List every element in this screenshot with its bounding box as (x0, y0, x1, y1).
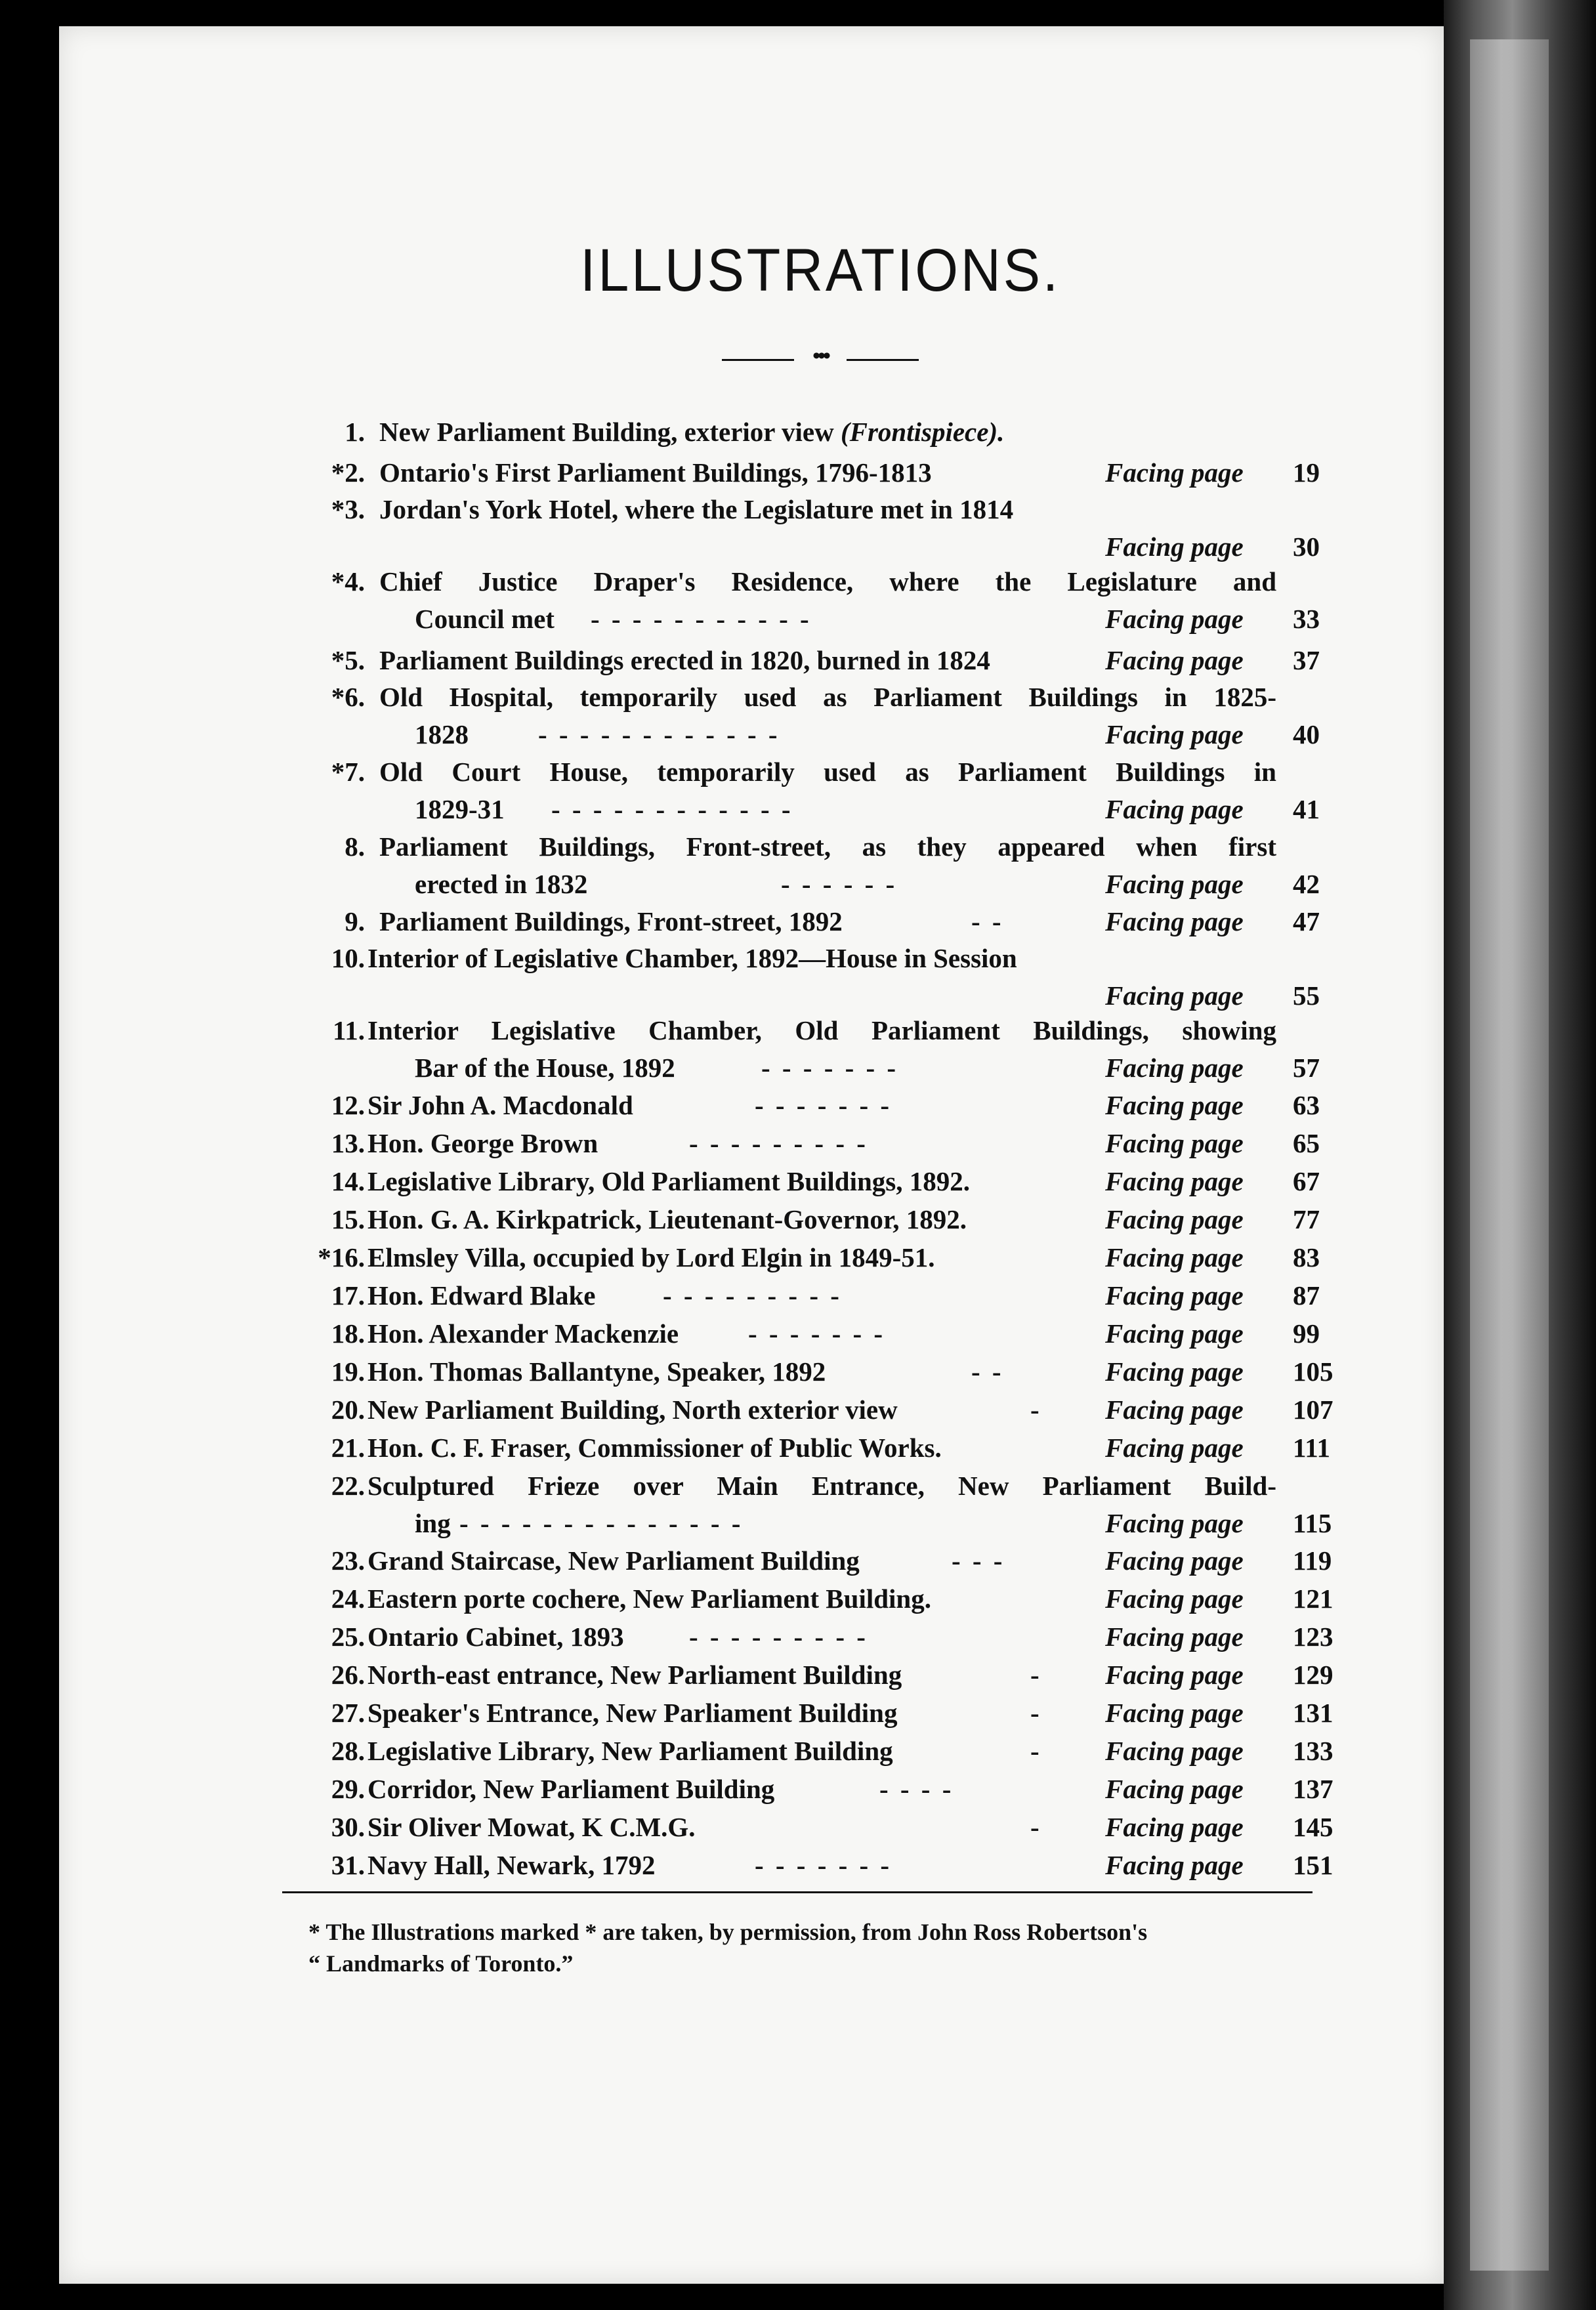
list-item (0, 679, 1596, 715)
entry-number: 29. (331, 1774, 365, 1804)
entry-number: 8. (345, 831, 365, 862)
dot-leaders: - - - - - - - (755, 1850, 892, 1880)
entry-number: 28. (331, 1736, 365, 1766)
entry-title: Interior Legislative Chamber, Old Parliament Buildings, showing (368, 1015, 1276, 1045)
facing-page-label: Facing page (1105, 1433, 1244, 1463)
list-item (0, 1087, 1596, 1124)
entry-title: Ontario Cabinet, 1893 (368, 1622, 624, 1652)
dot-leaders: - (1030, 1736, 1042, 1766)
list-item-page-line (0, 528, 1596, 565)
entry-number: 12. (331, 1090, 365, 1120)
entry-title: Hon. C. F. Fraser, Commissioner of Public Works. (368, 1433, 942, 1463)
entry-title: Council met (415, 604, 555, 634)
entry-title: Hon. Thomas Ballantyne, Speaker, 1892 (368, 1356, 826, 1387)
page-title: ILLUSTRATIONS. (580, 237, 1060, 304)
list-item (0, 1580, 1596, 1617)
page-number: 37 (1293, 645, 1320, 675)
list-item (0, 1618, 1596, 1655)
entry-number: 26. (331, 1660, 365, 1690)
list-item (0, 1809, 1596, 1845)
page-number: 99 (1293, 1318, 1320, 1349)
entry-title: Chief Justice Draper's Residence, where the Legislature and (379, 566, 1276, 597)
entry-number: 20. (331, 1395, 365, 1425)
dot-leaders: - - - - (879, 1774, 954, 1804)
entry-number: 1. (345, 417, 365, 447)
list-item (0, 1732, 1596, 1769)
entry-title: Eastern porte cochere, New Parliament Building. (368, 1584, 931, 1614)
list-item (0, 1656, 1596, 1693)
entry-number: *6. (331, 682, 365, 712)
entry-number: 19. (331, 1356, 365, 1387)
entry-number: 21. (331, 1433, 365, 1463)
page-number: 67 (1293, 1166, 1320, 1196)
list-item (0, 413, 1596, 450)
entry-title: 1829-31 (415, 794, 505, 824)
entry-number: *4. (331, 566, 365, 597)
entry-title: Sculptured Frieze over Main Entrance, New Parliament Build- (368, 1471, 1276, 1501)
facing-page-label: Facing page (1105, 1812, 1244, 1842)
dot-leaders: - - - - - - - (761, 1053, 899, 1083)
entry-number: *3. (331, 494, 365, 524)
entry-title: North-east entrance, New Parliament Building (368, 1660, 902, 1690)
page-number: 19 (1293, 457, 1320, 488)
title-ornament: ••• (722, 353, 919, 366)
facing-page-label: Facing page (1105, 532, 1244, 562)
frontispiece-note: (Frontispiece). (833, 417, 1005, 447)
entry-number: 24. (331, 1584, 365, 1614)
entry-number: 30. (331, 1812, 365, 1842)
page-number: 137 (1293, 1774, 1334, 1804)
entry-number: 25. (331, 1622, 365, 1652)
facing-page-label: Facing page (1105, 1204, 1244, 1234)
facing-page-label: Facing page (1105, 1356, 1244, 1387)
page-number: 131 (1293, 1698, 1334, 1728)
list-item (0, 1353, 1596, 1390)
page-number: 87 (1293, 1280, 1320, 1311)
page-number: 145 (1293, 1812, 1334, 1842)
page-number: 63 (1293, 1090, 1320, 1120)
entry-title: ing (415, 1508, 451, 1538)
list-item (0, 1277, 1596, 1314)
list-item (0, 1163, 1596, 1200)
facing-page-label: Facing page (1105, 457, 1244, 488)
page-number: 123 (1293, 1622, 1334, 1652)
page-number: 57 (1293, 1053, 1320, 1083)
entry-title: erected in 1832 (415, 869, 588, 899)
entry-number: 13. (331, 1128, 365, 1158)
dot-leaders: - - - - - - - (755, 1090, 892, 1120)
entry-title: Hon. Alexander Mackenzie (368, 1318, 679, 1349)
entry-number: 22. (331, 1471, 365, 1501)
list-item (0, 1049, 1596, 1086)
dot-leaders: - (1030, 1395, 1042, 1425)
page-number: 41 (1293, 794, 1320, 824)
facing-page-label: Facing page (1105, 1584, 1244, 1614)
entry-number: 15. (331, 1204, 365, 1234)
entry-title: Elmsley Villa, occupied by Lord Elgin in 1849-51. (368, 1242, 935, 1272)
entry-title: Hon. G. A. Kirkpatrick, Lieutenant-Governor, 1892. (368, 1204, 967, 1234)
dot-leaders: - - - - - - - - - - - (591, 604, 812, 634)
list-item (0, 940, 1596, 976)
page-number: 115 (1293, 1508, 1332, 1538)
facing-page-label: Facing page (1105, 794, 1244, 824)
footnote-rule (282, 1891, 1312, 1893)
page-number: 33 (1293, 604, 1320, 634)
list-item (0, 1847, 1596, 1883)
entry-number: 27. (331, 1698, 365, 1728)
facing-page-label: Facing page (1105, 1545, 1244, 1576)
facing-page-label: Facing page (1105, 906, 1244, 936)
facing-page-label: Facing page (1105, 1660, 1244, 1690)
facing-page-label: Facing page (1105, 1622, 1244, 1652)
entry-title: Interior of Legislative Chamber, 1892—House in Session (368, 943, 1017, 973)
entry-number: 11. (333, 1015, 365, 1045)
dot-leaders: - (1030, 1812, 1042, 1842)
page-number: 40 (1293, 719, 1320, 749)
entry-number: 10. (331, 943, 365, 973)
dot-leaders: - - - - - - - - - - - - (538, 719, 780, 749)
dot-leaders: - - - - - - - - - (689, 1622, 868, 1652)
list-item (0, 1315, 1596, 1352)
list-item (0, 1505, 1596, 1542)
dot-leaders: - (1030, 1660, 1042, 1690)
list-item (0, 791, 1596, 828)
facing-page-label: Facing page (1105, 1053, 1244, 1083)
facing-page-label: Facing page (1105, 1850, 1244, 1880)
facing-page-label: Facing page (1105, 1318, 1244, 1349)
list-item (0, 1542, 1596, 1579)
entry-title: Speaker's Entrance, New Parliament Building (368, 1698, 898, 1728)
list-item-page-line (0, 977, 1596, 1014)
entry-number: 17. (331, 1280, 365, 1311)
page-number: 30 (1293, 532, 1320, 562)
entry-title: Old Hospital, temporarily used as Parliament Buildings in 1825- (379, 682, 1276, 712)
entry-number: 14. (331, 1166, 365, 1196)
dot-leaders: - - - - - - - - - (689, 1128, 868, 1158)
entry-title: Parliament Buildings erected in 1820, burned in 1824 (379, 645, 990, 675)
page-number: 105 (1293, 1356, 1334, 1387)
facing-page-label: Facing page (1105, 1698, 1244, 1728)
entry-number: 18. (331, 1318, 365, 1349)
entry-title: Corridor, New Parliament Building (368, 1774, 775, 1804)
facing-page-label: Facing page (1105, 1280, 1244, 1311)
page-number: 151 (1293, 1850, 1334, 1880)
entry-title: Grand Staircase, New Parliament Building (368, 1545, 860, 1576)
list-item (0, 828, 1596, 865)
entry-title: Sir Oliver Mowat, K C.M.G. (368, 1812, 696, 1842)
entry-title: New Parliament Building, North exterior view (368, 1395, 898, 1425)
entry-title: Sir John A. Macdonald (368, 1090, 633, 1120)
dot-leaders: - (1030, 1698, 1042, 1728)
list-item (0, 903, 1596, 940)
entry-title: Old Court House, temporarily used as Parliament Buildings in (379, 757, 1276, 787)
page-number: 47 (1293, 906, 1320, 936)
list-item (0, 1239, 1596, 1276)
page-number: 42 (1293, 869, 1320, 899)
page-number: 119 (1293, 1545, 1332, 1576)
page-number: 133 (1293, 1736, 1334, 1766)
entry-number: 31. (331, 1850, 365, 1880)
entry-title: Legislative Library, New Parliament Building (368, 1736, 893, 1766)
list-item (0, 642, 1596, 679)
page-number: 129 (1293, 1660, 1334, 1690)
footnote (308, 1916, 1332, 1979)
facing-page-label: Facing page (1105, 1090, 1244, 1120)
dot-leaders: - - - - - - - - - (663, 1280, 842, 1311)
page-number: 83 (1293, 1242, 1320, 1272)
dot-leaders: - - - (952, 1545, 1005, 1576)
facing-page-label: Facing page (1105, 869, 1244, 899)
entry-title: Hon. Edward Blake (368, 1280, 596, 1311)
entry-title: Bar of the House, 1892 (415, 1053, 675, 1083)
list-item (0, 1467, 1596, 1504)
page-number: 55 (1293, 980, 1320, 1011)
dot-leaders: - - - - - - - - - - - - (551, 794, 793, 824)
entry-title: Parliament Buildings, Front-street, 1892 (379, 906, 843, 936)
facing-page-label: Facing page (1105, 1166, 1244, 1196)
list-item (0, 753, 1596, 790)
page-number: 65 (1293, 1128, 1320, 1158)
page-number: 77 (1293, 1204, 1320, 1234)
entry-title: Navy Hall, Newark, 1792 (368, 1850, 656, 1880)
facing-page-label: Facing page (1105, 1736, 1244, 1766)
dot-leaders: - - - - - - (781, 869, 898, 899)
list-item (0, 1125, 1596, 1162)
list-item (0, 1391, 1596, 1428)
page-number: 121 (1293, 1584, 1334, 1614)
facing-page-label: Facing page (1105, 719, 1244, 749)
list-item (0, 1012, 1596, 1049)
list-item (0, 1771, 1596, 1807)
list-item (0, 1429, 1596, 1466)
facing-page-label: Facing page (1105, 1774, 1244, 1804)
entry-number: *7. (331, 757, 365, 787)
entry-title: Parliament Buildings, Front-street, as they appeared when first (379, 831, 1276, 862)
list-item (0, 716, 1596, 753)
page-number: 111 (1293, 1433, 1330, 1463)
list-item (0, 1694, 1596, 1731)
entry-number: *16. (318, 1242, 365, 1272)
dot-leaders: - - - - - - - (748, 1318, 886, 1349)
entry-number: *5. (331, 645, 365, 675)
entry-number: *2. (331, 457, 365, 488)
page-number: 107 (1293, 1395, 1334, 1425)
entry-title: New Parliament Building, exterior view (Frontispiece). (379, 417, 1005, 447)
facing-page-label: Facing page (1105, 1242, 1244, 1272)
list-item (0, 491, 1596, 528)
footnote-line-2: “ Landmarks of Toronto.” (308, 1950, 574, 1977)
facing-page-label: Facing page (1105, 645, 1244, 675)
dot-leaders: - - - - - - - - - - - - - - (459, 1508, 744, 1538)
facing-page-label: Facing page (1105, 980, 1244, 1011)
list-item (0, 600, 1596, 637)
list-item (0, 454, 1596, 491)
footnote-line-1: * The Illustrations marked * are taken, by permission, from John Ross Robertson's (308, 1919, 1148, 1945)
entry-title: Jordan's York Hotel, where the Legislature met in 1814 (379, 494, 1014, 524)
entry-title: 1828 (415, 719, 469, 749)
facing-page-label: Facing page (1105, 1508, 1244, 1538)
facing-page-label: Facing page (1105, 604, 1244, 634)
facing-page-label: Facing page (1105, 1395, 1244, 1425)
entry-title: Legislative Library, Old Parliament Buildings, 1892. (368, 1166, 970, 1196)
list-item (0, 866, 1596, 902)
list-item (0, 563, 1596, 600)
dot-leaders: - - (971, 1356, 1004, 1387)
facing-page-label: Facing page (1105, 1128, 1244, 1158)
entry-title: Hon. George Brown (368, 1128, 598, 1158)
entry-number: 9. (345, 906, 365, 936)
dot-leaders: - - (971, 906, 1004, 936)
entry-number: 23. (331, 1545, 365, 1576)
list-item (0, 1201, 1596, 1238)
entry-title: Ontario's First Parliament Buildings, 1796-1813 (379, 457, 932, 488)
